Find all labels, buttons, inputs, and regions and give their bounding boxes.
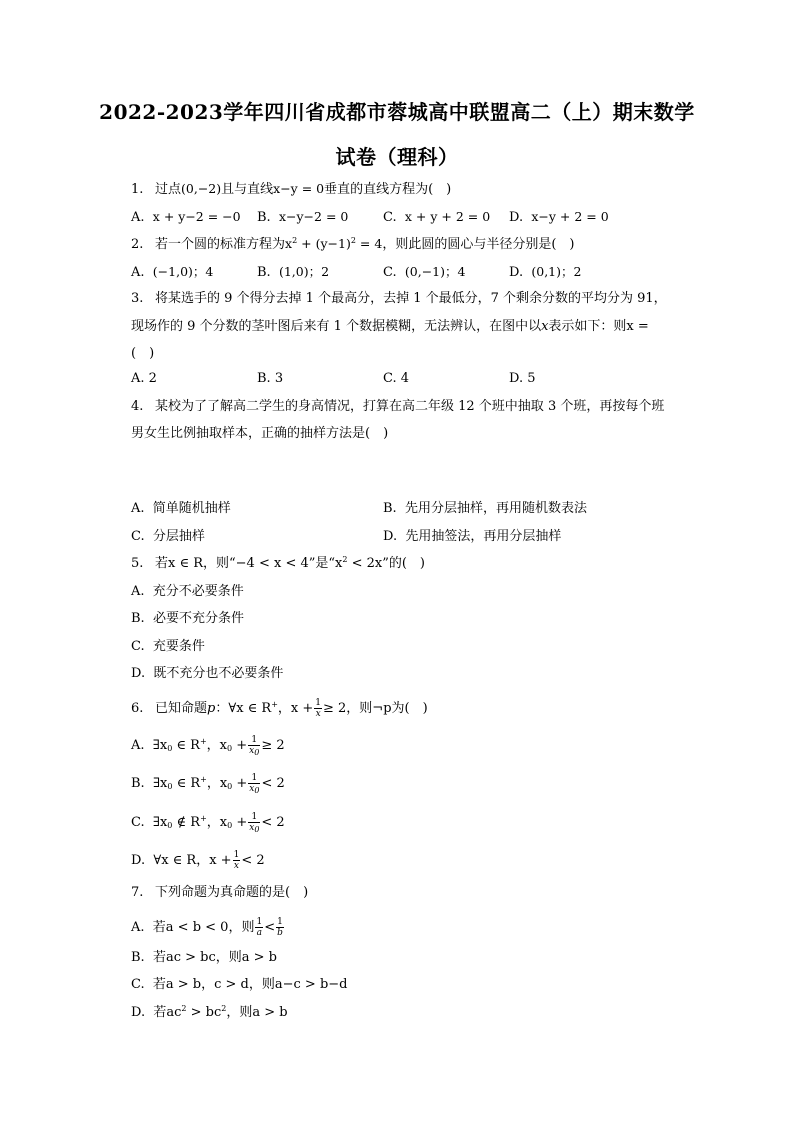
q7-option-c[interactable]: C. 若a > b，c > d，则a−c > b−d	[131, 977, 348, 992]
q3-option-c[interactable]: C. 4	[383, 371, 410, 386]
question-5: 5. 若x ∈ R，则“−4 < x < 4”是“$x^2 < 2x$”的( )	[131, 555, 426, 571]
q4-option-b[interactable]: B. 先用分层抽样，再用随机数表法	[383, 501, 587, 516]
question-3-line3: ( )	[131, 346, 155, 361]
q3-option-b[interactable]: B. 3	[257, 371, 284, 386]
q2-option-b[interactable]: B. (1,0)；2	[257, 264, 330, 280]
question-2: 2. 若一个圆的标准方程为$x^2 + (y-1)^2 = 4$，则此圆的圆心与半径分别是( )	[131, 236, 575, 252]
question-3-line1: 3. 将某选手的 9 个得分去掉 1 个最高分，去掉 1 个最低分，7 个剩余分数的平均分为 91，	[131, 291, 667, 306]
exam-title-line2: 试卷（理科）	[335, 145, 459, 169]
q6-option-b[interactable]: B. $\exists x_0$ ∈ R+，$x_0$ + $\frac{1}{x_0}$ < 2	[131, 773, 285, 795]
q4-option-a[interactable]: A. 简单随机抽样	[131, 501, 231, 516]
exam-title-line1: 2022-2023学年四川省成都市蓉城高中联盟高二（上）期末数学	[99, 100, 695, 124]
q7-option-b[interactable]: B. 若ac > bc，则a > b	[131, 950, 277, 965]
question-3-line2: 现场作的 9 个分数的茎叶图后来有 1 个数据模糊，无法辨认，在图中以x表示如下：则x =	[131, 319, 649, 334]
question-1: 1. 过点(0,−2)且与直线x−y = 0垂直的直线方程为( )	[131, 181, 452, 197]
fraction-1-over-x: $\frac{1}{x}$	[315, 698, 321, 719]
q6-option-c[interactable]: C. $\exists x_0$ ∉ R+，$x_0$ + $\frac{1}{x_0}$ < 2	[131, 812, 285, 834]
q2-option-a[interactable]: A. (−1,0)；4	[131, 264, 214, 280]
q5-option-a[interactable]: A. 充分不必要条件	[131, 584, 244, 599]
q3-option-d[interactable]: D. 5	[509, 371, 536, 386]
q6-option-a[interactable]: A. $\exists x_0$ ∈ R+，$x_0$ + $\frac{1}{x_0}$ ≥ 2	[131, 735, 285, 757]
q2-option-d[interactable]: D. (0,1)；2	[509, 264, 582, 280]
question-4-line2: 男女生比例抽取样本，正确的抽样方法是( )	[131, 426, 389, 441]
question-7: 7. 下列命题为真命题的是( )	[131, 885, 309, 900]
question-6: 6. 已知命题p：∀x ∈ R+，x + $\frac{1}{x}$ ≥ 2，则¬p为( )	[131, 698, 428, 719]
q4-option-c[interactable]: C. 分层抽样	[131, 529, 205, 544]
q4-option-d[interactable]: D. 先用抽签法，再用分层抽样	[383, 529, 562, 544]
q1-option-d[interactable]: D. x−y + 2 = 0	[509, 209, 609, 225]
q7-option-d[interactable]: D. 若$ac^2 > bc^2$，则a > b	[131, 1004, 288, 1020]
q1-option-b[interactable]: B. x−y−2 = 0	[257, 209, 349, 225]
q7-option-a[interactable]: A. 若a < b < 0，则 $\frac{1}{a}$ < $\frac{1}{b}$	[131, 917, 283, 938]
q1-option-a[interactable]: A. x + y−2 = −0	[131, 209, 241, 225]
q5-option-c[interactable]: C. 充要条件	[131, 639, 205, 654]
q3-option-a[interactable]: A. 2	[131, 371, 157, 386]
q2-option-c[interactable]: C. (0,−1)；4	[383, 264, 466, 280]
question-4-line1: 4. 某校为了了解高二学生的身高情况，打算在高二年级 12 个班中抽取 3 个班，再按每个班	[131, 399, 665, 414]
q5-option-d[interactable]: D. 既不充分也不必要条件	[131, 666, 284, 681]
q5-option-b[interactable]: B. 必要不充分条件	[131, 611, 244, 626]
q6-option-d[interactable]: D. ∀x ∈ R，x + $\frac{1}{x}$ < 2	[131, 850, 265, 871]
q1-option-c[interactable]: C. x + y + 2 = 0	[383, 209, 491, 225]
